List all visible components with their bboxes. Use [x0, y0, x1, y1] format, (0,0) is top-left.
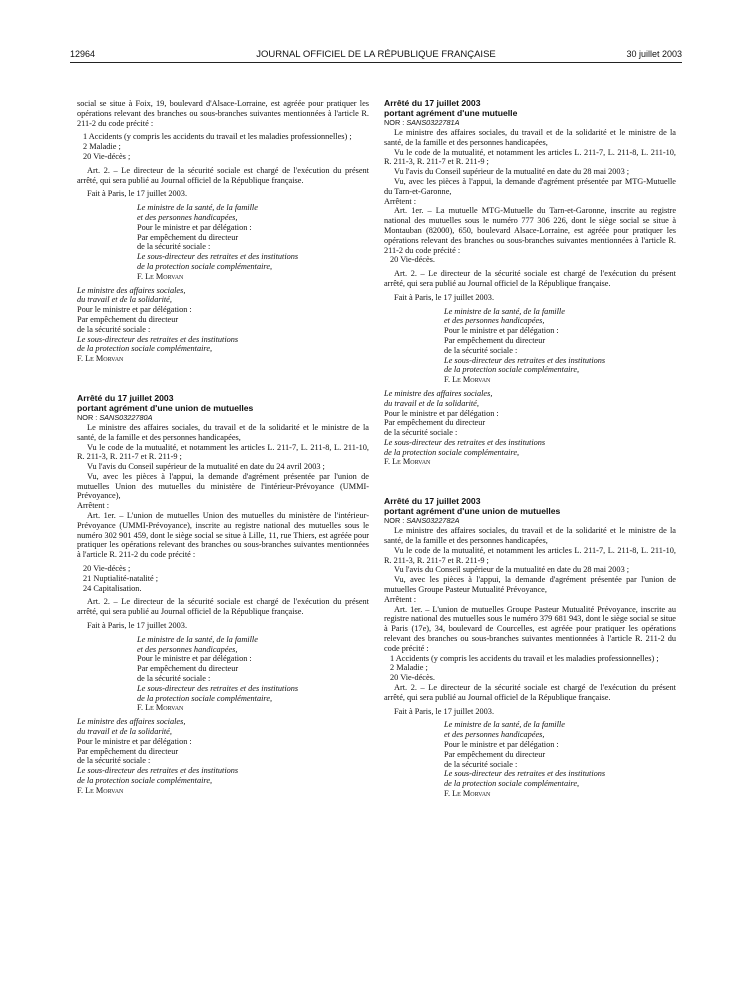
- signature-line: Par empêchement du directeur: [384, 418, 486, 428]
- list-item: 21 Nuptialité-natalité ;: [83, 573, 159, 583]
- signature-line: Le ministre de la santé, de la famille: [444, 306, 565, 316]
- signature-line: Par empêchement du directeur: [77, 314, 179, 324]
- fait-a-paris: Fait à Paris, le 17 juillet 2003.: [394, 706, 495, 716]
- arretent: Arrêtent :: [384, 196, 417, 206]
- visa: Vu le code de la mutualité, et notamment les articles L. 211-7, L. 211-8, L. 211-10, R. 211-3, R. 211-7 et R. 211-9 ;: [384, 545, 676, 565]
- visa: Vu, avec les pièces à l'appui, la demande d'agrément présentée par MTG-Mutuelle du Tarn-et-Garonne,: [384, 176, 676, 196]
- signature-line: du travail et de la solidarité,: [77, 295, 172, 305]
- right-column: [384, 99, 676, 799]
- list-item: 20 Vie-décès.: [390, 255, 435, 265]
- signatory-name: F. Le Morvan: [77, 785, 124, 795]
- list-item: 1 Accidents (y compris les accidents du travail et les maladies professionnelles) ;: [83, 132, 352, 142]
- continued-paragraph: social se situe à Foix, 19, boulevard d'Alsace-Lorraine, est agréée pour pratiquer les opérations relevant des branches ou sous-branches suivantes mentionnées à l'article R. 211-2 du code précité :: [77, 99, 369, 128]
- arrete-title: Arrêté du 17 juillet 2003: [77, 392, 174, 403]
- signature-line: Le ministre des affaires sociales,: [384, 388, 493, 398]
- signature-line: Par empêchement du directeur: [137, 232, 239, 242]
- signature-line: Le ministre des affaires sociales,: [77, 285, 186, 295]
- signatory-name: F. Le Morvan: [384, 457, 431, 467]
- arrete-title: Arrêté du 17 juillet 2003: [384, 496, 481, 507]
- signature-line: de la sécurité sociale :: [77, 756, 151, 766]
- signature-line: de la sécurité sociale :: [77, 324, 151, 334]
- preamble: Le ministre des affaires sociales, du travail et de la solidarité et le ministre de la santé, de la famille et des personnes handicapées,: [384, 526, 676, 546]
- signature-line: de la protection sociale complémentaire,: [444, 779, 580, 789]
- preamble: Le ministre des affaires sociales, du travail et de la solidarité et le ministre de la santé, de la famille et des personnes handicapées,: [77, 422, 369, 442]
- list-item: 2 Maladie ;: [390, 663, 428, 673]
- signature-line: Pour le ministre et par délégation :: [137, 654, 252, 664]
- arrete-title: Arrêté du 17 juillet 2003: [384, 98, 481, 108]
- signature-line: Pour le ministre et par délégation :: [444, 740, 559, 749]
- page-header: [70, 48, 682, 63]
- signatory-name: F. Le Morvan: [444, 788, 491, 798]
- signature-line: Par empêchement du directeur: [137, 664, 239, 674]
- visa: Vu le code de la mutualité, et notamment les articles L. 211-7, L. 211-8, L. 211-10, R. 211-3, R. 211-7 et R. 211-9 ;: [384, 147, 676, 167]
- signature-line: et des personnes handicapées,: [137, 212, 238, 222]
- journal-title: JOURNAL OFFICIEL DE LA RÉPUBLIQUE FRANÇAISE: [256, 49, 496, 60]
- signature-line: Pour le ministre et par délégation :: [444, 326, 559, 336]
- list-item: 24 Capitalisation.: [83, 583, 142, 593]
- signature-line: de la protection sociale complémentaire,: [444, 365, 580, 375]
- signature-line: Le ministre de la santé, de la famille: [137, 203, 258, 213]
- signature-line: Le ministre des affaires sociales,: [77, 717, 186, 727]
- article-1: Art. 1er. – L'union de mutuelles Groupe Pasteur Mutualité Prévoyance, inscrite au registre national des mutuelles sous le numéro 379 681 943, dont le siège social se situe à Paris (17e), 34, boulevard de Courcelles, est agréée pour pratiquer les opérations relevant des branches ou sous-branches suivantes mentionnées à l'article R. 211-2 du code précité :: [384, 604, 676, 653]
- signature-line: de la sécurité sociale :: [137, 242, 211, 252]
- visa: Vu l'avis du Conseil supérieur de la mutualité en date du 24 avril 2003 ;: [87, 462, 325, 472]
- preamble: Le ministre des affaires sociales, du travail et de la solidarité et le ministre de la santé, de la famille et des personnes handicapées,: [384, 127, 676, 147]
- list-item: 2 Maladie ;: [83, 142, 121, 152]
- signature-line: Pour le ministre et par délégation :: [77, 305, 192, 315]
- visa: Vu, avec les pièces à l'appui, la demande d'agrément présentée par l'union de mutuelles Groupe Pasteur Mutualité Prévoyance,: [384, 575, 676, 595]
- signature-line: du travail et de la solidarité,: [384, 398, 479, 408]
- signatory-name: F. Le Morvan: [137, 271, 184, 281]
- signature-line: Pour le ministre et par délégation :: [137, 222, 252, 232]
- nor-reference: NOR : SANS0322781A: [384, 118, 460, 128]
- signature-line: Le sous-directeur des retraites et des institutions: [444, 769, 606, 779]
- visa: Vu l'avis du Conseil supérieur de la mutualité en date du 28 mai 2003 ;: [394, 565, 630, 575]
- nor-reference: NOR : SANS0322782A: [384, 516, 460, 526]
- page-number: 12964: [70, 49, 96, 59]
- signature-line: Par empêchement du directeur: [444, 335, 546, 345]
- signature-line: de la sécurité sociale :: [444, 345, 518, 355]
- signature-line: Le sous-directeur des retraites et des institutions: [444, 355, 606, 365]
- list-item: 20 Vie-décès ;: [83, 564, 131, 574]
- signature-line: Le ministre de la santé, de la famille: [444, 720, 565, 730]
- arretent: Arrêtent :: [384, 594, 417, 604]
- arrete-subtitle: portant agrément d'une union de mutuelles: [77, 402, 254, 413]
- signature-line: de la protection sociale complémentaire,: [137, 261, 273, 271]
- signature-line: Le sous-directeur des retraites et des institutions: [137, 252, 299, 262]
- fait-a-paris: Fait à Paris, le 17 juillet 2003.: [87, 189, 188, 199]
- signature-line: de la sécurité sociale :: [137, 674, 211, 684]
- nor-reference: NOR : SANS0322780A: [77, 413, 153, 423]
- signature-line: de la protection sociale complémentaire,: [77, 776, 213, 785]
- signature-line: Le ministre de la santé, de la famille: [137, 634, 258, 644]
- list-item: 20 Vie-décès ;: [83, 151, 131, 161]
- signatory-name: F. Le Morvan: [77, 354, 124, 364]
- signature-line: et des personnes handicapées,: [444, 316, 545, 326]
- signature-line: Par empêchement du directeur: [444, 749, 546, 759]
- signature-line: Le sous-directeur des retraites et des institutions: [77, 334, 239, 344]
- signature-line: de la protection sociale complémentaire,: [384, 447, 520, 457]
- signatory-name: F. Le Morvan: [444, 375, 491, 385]
- visa: Vu, avec les pièces à l'appui, la demande d'agrément présentée par l'union de mutuelles Union des mutuelles du ministère de l'intérieur-Prévoyance (UMMI-Prévoyance),: [77, 471, 369, 501]
- list-item: 1 Accidents (y compris les accidents du travail et les maladies professionnelles) ;: [390, 653, 659, 663]
- signature-line: de la sécurité sociale :: [384, 428, 458, 438]
- article-2: Art. 2. – Le directeur de la sécurité sociale est chargé de l'exécution du présent arrêté, qui sera publié au Journal officiel de la République française.: [77, 597, 369, 617]
- visa: Vu l'avis du Conseil supérieur de la mutualité en date du 28 mai 2003 ;: [394, 167, 630, 177]
- signature-line: et des personnes handicapées,: [444, 730, 545, 740]
- arretent: Arrêtent :: [77, 501, 110, 511]
- signature-line: Le sous-directeur des retraites et des institutions: [384, 437, 546, 447]
- article-2: Art. 2. – Le directeur de la sécurité sociale est chargé de l'exécution du présent arrêté, qui sera publié au Journal officiel de la République française.: [384, 269, 676, 288]
- signature-line: Pour le ministre et par délégation :: [384, 408, 499, 418]
- signature-line: Pour le ministre et par délégation :: [77, 736, 192, 746]
- signature-line: du travail et de la solidarité,: [77, 727, 172, 737]
- article-1: Art. 1er. – La mutuelle MTG-Mutuelle du Tarn-et-Garonne, inscrite au registre national des mutuelles sous le numéro 777 306 226, dont le siège social se situe à Montauban (82000), 650, boulevard Alsace-Lorraine, est agréée pour pratiquer les opérations relevant des branches ou sous-branches suivantes mentionnées à l'article R. 211-2 du code précité :: [384, 206, 676, 255]
- signature-line: de la protection sociale complémentaire,: [137, 693, 273, 703]
- fait-a-paris: Fait à Paris, le 17 juillet 2003.: [87, 621, 188, 631]
- article-2: Art. 2. – Le directeur de la sécurité sociale est chargé de l'exécution du présent arrêté, qui sera publié au Journal officiel de la République française.: [77, 165, 369, 185]
- visa: Vu le code de la mutualité, et notamment les articles L. 211-7, L. 211-8, L. 211-10, R. 211-3, R. 211-7 et R. 211-9 ;: [77, 442, 369, 462]
- article-2: Art. 2. – Le directeur de la sécurité sociale est chargé de l'exécution du présent arrêté, qui sera publié au Journal officiel de la République française.: [384, 683, 676, 702]
- signature-line: et des personnes handicapées,: [137, 644, 238, 654]
- arrete-subtitle: portant agrément d'une mutuelle: [384, 107, 518, 118]
- signature-line: Par empêchement du directeur: [77, 746, 179, 756]
- signature-line: de la protection sociale complémentaire,: [77, 344, 213, 354]
- list-item: 20 Vie-décès.: [390, 673, 435, 683]
- fait-a-paris: Fait à Paris, le 17 juillet 2003.: [394, 292, 495, 302]
- issue-date: 30 juillet 2003: [626, 49, 682, 59]
- signature-line: de la sécurité sociale :: [444, 759, 518, 769]
- arrete-subtitle: portant agrément d'une union de mutuelles: [384, 505, 561, 516]
- left-column: [77, 99, 369, 796]
- signatory-name: F. Le Morvan: [137, 703, 184, 713]
- signature-line: Le sous-directeur des retraites et des institutions: [77, 766, 239, 776]
- signature-line: Le sous-directeur des retraites et des institutions: [137, 683, 299, 693]
- article-1: Art. 1er. – L'union de mutuelles Union des mutuelles du ministère de l'intérieur-Prévoyance (UMMI-Prévoyance), inscrite au registre national des mutuelles sous le numéro 302 901 459, dont le siège social se situe à Lille, 11, rue Thiers, est agréée pour pratiquer les opérations relevant des branches ou sous-branches suivantes mentionnées à l'article R. 211-2 du code précité :: [77, 511, 369, 560]
